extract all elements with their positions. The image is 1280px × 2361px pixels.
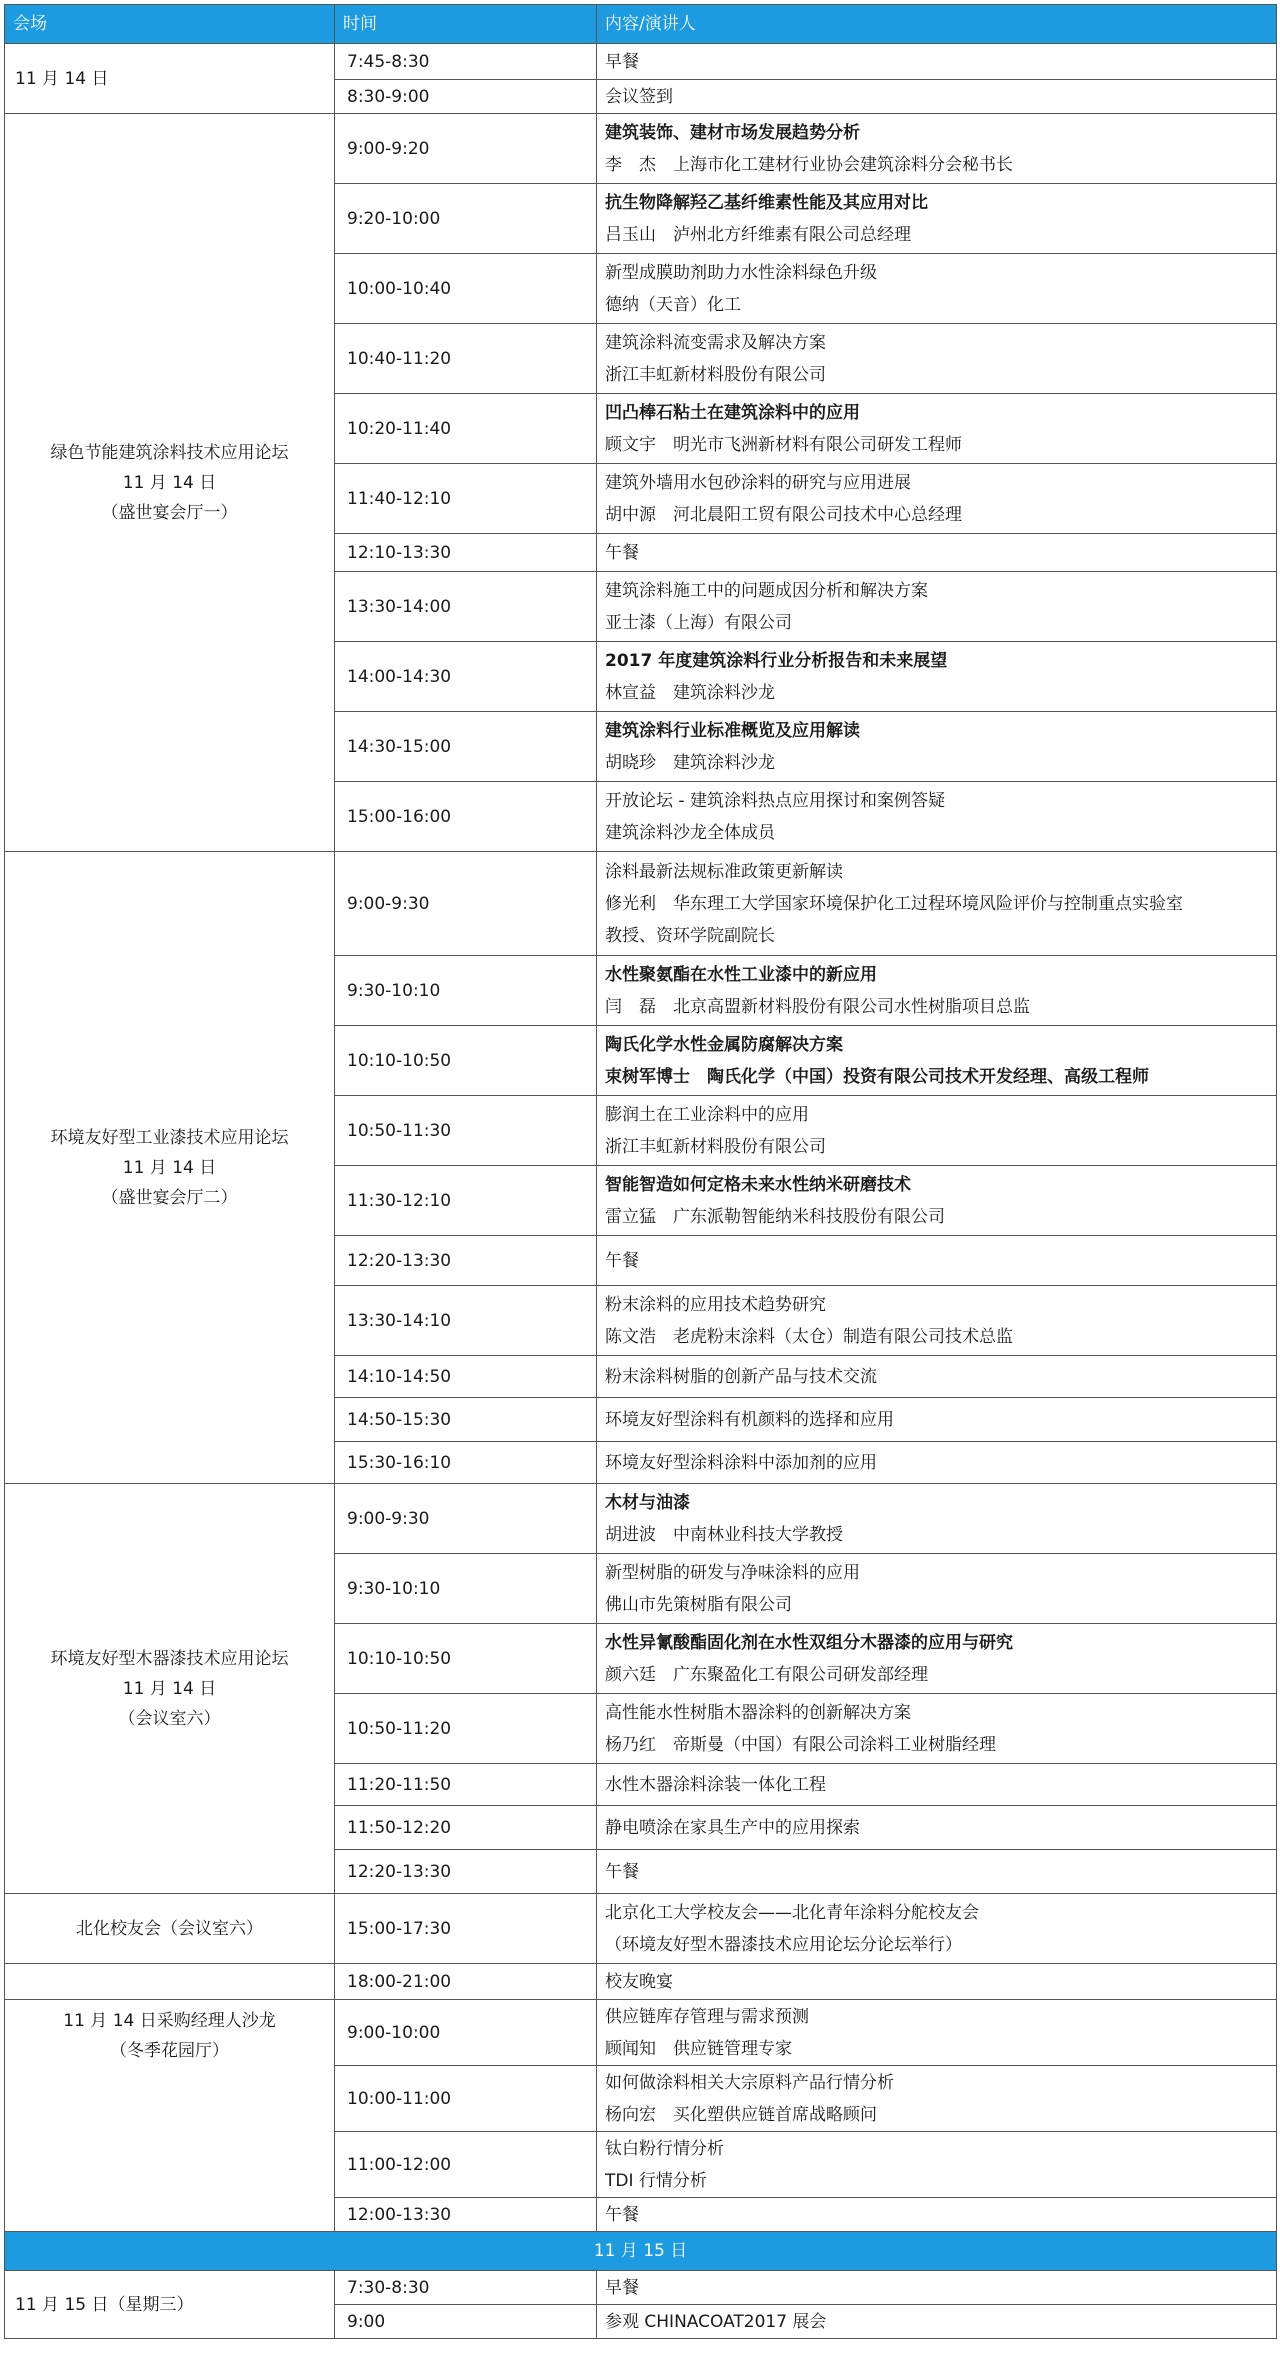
session-title: 陶氏化学水性金属防腐解决方案 bbox=[605, 1034, 843, 1055]
time-cell: 9:00-9:30 bbox=[335, 1484, 597, 1554]
time-cell: 9:00-10:00 bbox=[335, 2000, 597, 2066]
session-title: 午餐 bbox=[605, 1250, 639, 1271]
time-cell: 11:40-12:10 bbox=[335, 464, 597, 534]
speaker: 闫 磊 北京高盟新材料股份有限公司水性树脂项目总监 bbox=[605, 996, 1030, 1017]
content-cell bbox=[597, 572, 1277, 642]
content-cell bbox=[597, 1694, 1277, 1764]
venue-cell: 北化校友会（会议室六） bbox=[5, 1894, 335, 1964]
content-cell bbox=[597, 1398, 1277, 1442]
venue-header: 会场 bbox=[5, 5, 335, 44]
speaker: 杨向宏 买化塑供应链首席战略顾问 bbox=[605, 2104, 877, 2125]
speaker: 胡中源 河北晨阳工贸有限公司技术中心总经理 bbox=[605, 504, 962, 525]
time-cell: 11:20-11:50 bbox=[335, 1764, 597, 1806]
session-title: 钛白粉行情分析 bbox=[605, 2138, 724, 2159]
speaker: 顾闻知 供应链管理专家 bbox=[605, 2038, 792, 2059]
content-cell bbox=[597, 1554, 1277, 1624]
content-cell bbox=[597, 2132, 1277, 2198]
session-note: （环境友好型木器漆技术应用论坛分论坛举行） bbox=[605, 1934, 962, 1955]
content-cell bbox=[597, 956, 1277, 1026]
time-cell: 10:40-11:20 bbox=[335, 324, 597, 394]
time-cell: 9:00-9:30 bbox=[335, 852, 597, 956]
time-cell: 10:10-10:50 bbox=[335, 1624, 597, 1694]
session-title: TDI 行情分析 bbox=[605, 2170, 707, 2191]
session-title: 2017 年度建筑涂料行业分析报告和未来展望 bbox=[605, 650, 948, 671]
content-cell bbox=[597, 1764, 1277, 1806]
time-cell: 8:30-9:00 bbox=[335, 80, 597, 114]
time-cell: 9:30-10:10 bbox=[335, 956, 597, 1026]
speaker: 亚士漆（上海）有限公司 bbox=[605, 612, 792, 633]
time-cell: 10:50-11:20 bbox=[335, 1694, 597, 1764]
time-cell: 13:30-14:10 bbox=[335, 1286, 597, 1356]
venue-cell bbox=[5, 1964, 335, 2000]
table-row bbox=[5, 44, 1277, 80]
time-cell: 11:30-12:10 bbox=[335, 1166, 597, 1236]
session-title: 建筑涂料行业标准概览及应用解读 bbox=[605, 720, 860, 741]
venue-room: （盛世宴会厅一） bbox=[101, 502, 238, 523]
speaker: 束树军博士 陶氏化学（中国）投资有限公司技术开发经理、高级工程师 bbox=[605, 1066, 1149, 1087]
content-cell bbox=[597, 1096, 1277, 1166]
session-title: 水性聚氨酯在水性工业漆中的新应用 bbox=[605, 964, 877, 985]
session-title: 粉末涂料树脂的创新产品与技术交流 bbox=[605, 1366, 877, 1387]
content-cell bbox=[597, 1964, 1277, 2000]
time-cell: 7:30-8:30 bbox=[335, 2271, 597, 2305]
venue-date: 11 月 14 日 bbox=[122, 1157, 217, 1178]
speaker: 佛山市先策树脂有限公司 bbox=[605, 1594, 792, 1615]
session-title: 涂料最新法规标准政策更新解读 bbox=[605, 861, 843, 882]
content-cell bbox=[597, 1356, 1277, 1398]
time-cell: 9:00 bbox=[335, 2305, 597, 2339]
speaker: 修光利 华东理工大学国家环境保护化工过程环境风险评价与控制重点实验室 bbox=[605, 893, 1183, 914]
time-cell: 13:30-14:00 bbox=[335, 572, 597, 642]
session-title: 会议签到 bbox=[605, 86, 673, 107]
session-title: 建筑装饰、建材市场发展趋势分析 bbox=[605, 122, 860, 143]
time-cell: 14:50-15:30 bbox=[335, 1398, 597, 1442]
venue-name: 环境友好型工业漆技术应用论坛 bbox=[50, 1127, 289, 1148]
time-cell: 9:20-10:00 bbox=[335, 184, 597, 254]
speaker: 雷立猛 广东派勒智能纳米科技股份有限公司 bbox=[605, 1206, 945, 1227]
time-header: 时间 bbox=[335, 5, 597, 44]
content-cell bbox=[597, 1850, 1277, 1894]
session-title: 智能智造如何定格未来水性纳米研磨技术 bbox=[605, 1174, 911, 1195]
session-title: 膨润土在工业涂料中的应用 bbox=[605, 1104, 809, 1125]
speaker: 李 杰 上海市化工建材行业协会建筑涂料分会秘书长 bbox=[605, 154, 1013, 175]
content-cell bbox=[597, 534, 1277, 572]
speaker: 林宣益 建筑涂料沙龙 bbox=[605, 682, 775, 703]
session-title: 早餐 bbox=[605, 2277, 639, 2298]
speaker: 德纳（天音）化工 bbox=[605, 294, 741, 315]
session-title: 水性木器涂料涂装一体化工程 bbox=[605, 1774, 826, 1795]
header-row bbox=[5, 5, 1277, 44]
session-title: 粉末涂料的应用技术趋势研究 bbox=[605, 1294, 826, 1315]
content-cell bbox=[597, 2305, 1277, 2339]
table-row bbox=[5, 2000, 1277, 2066]
content-cell bbox=[597, 1894, 1277, 1964]
venue-cell: 11 月 14 日 bbox=[5, 44, 335, 114]
speaker: 浙江丰虹新材料股份有限公司 bbox=[605, 1136, 826, 1157]
content-cell bbox=[597, 2066, 1277, 2132]
venue-room: （冬季花园厅） bbox=[110, 2041, 229, 2061]
time-cell: 12:20-13:30 bbox=[335, 1850, 597, 1894]
time-cell: 9:30-10:10 bbox=[335, 1554, 597, 1624]
session-title: 建筑涂料施工中的问题成因分析和解决方案 bbox=[605, 580, 928, 601]
time-cell: 9:00-9:20 bbox=[335, 114, 597, 184]
session-title: 北京化工大学校友会——北化青年涂料分舵校友会 bbox=[605, 1902, 979, 1923]
content-cell bbox=[597, 642, 1277, 712]
content-cell bbox=[597, 712, 1277, 782]
content-cell bbox=[597, 324, 1277, 394]
speaker: 陈文浩 老虎粉末涂料（太仓）制造有限公司技术总监 bbox=[605, 1326, 1013, 1347]
speaker: 吕玉山 泸州北方纤维素有限公司总经理 bbox=[605, 224, 911, 245]
content-cell bbox=[597, 80, 1277, 114]
time-cell: 11:50-12:20 bbox=[335, 1806, 597, 1850]
venue-cell: 11 月 15 日（星期三） bbox=[5, 2271, 335, 2339]
venue-name: 11 月 14 日采购经理人沙龙 bbox=[63, 2011, 276, 2031]
content-cell bbox=[597, 1166, 1277, 1236]
session-title: 抗生物降解羟乙基纤维素性能及其应用对比 bbox=[605, 192, 928, 213]
venue-name: 绿色节能建筑涂料技术应用论坛 bbox=[50, 442, 289, 463]
content-cell bbox=[597, 394, 1277, 464]
content-cell bbox=[597, 2000, 1277, 2066]
content-cell bbox=[597, 852, 1277, 956]
day-header-row bbox=[5, 2232, 1277, 2271]
speaker: 胡进波 中南林业科技大学教授 bbox=[605, 1524, 843, 1545]
time-cell: 7:45-8:30 bbox=[335, 44, 597, 80]
content-cell bbox=[597, 2198, 1277, 2232]
schedule-table bbox=[4, 4, 1276, 2339]
content-cell bbox=[597, 114, 1277, 184]
table-row bbox=[5, 1964, 1277, 2000]
session-title: 建筑外墙用水包砂涂料的研究与应用进展 bbox=[605, 472, 911, 493]
session-title: 环境友好型涂料有机颜料的选择和应用 bbox=[605, 1409, 894, 1430]
time-cell: 18:00-21:00 bbox=[335, 1964, 597, 2000]
session-title: 建筑涂料流变需求及解决方案 bbox=[605, 332, 826, 353]
session-title: 新型成膜助剂助力水性涂料绿色升级 bbox=[605, 262, 877, 283]
content-cell bbox=[597, 1236, 1277, 1286]
session-title: 水性异氰酸酯固化剂在水性双组分木器漆的应用与研究 bbox=[605, 1632, 1013, 1653]
venue-name: 环境友好型木器漆技术应用论坛 bbox=[50, 1648, 289, 1669]
time-cell: 10:10-10:50 bbox=[335, 1026, 597, 1096]
table-row bbox=[5, 2271, 1277, 2305]
time-cell: 10:50-11:30 bbox=[335, 1096, 597, 1166]
session-title: 供应链库存管理与需求预测 bbox=[605, 2006, 809, 2027]
content-cell bbox=[597, 1026, 1277, 1096]
content-cell bbox=[597, 1624, 1277, 1694]
session-title: 高性能水性树脂木器涂料的创新解决方案 bbox=[605, 1702, 911, 1723]
session-title: 静电喷涂在家具生产中的应用探索 bbox=[605, 1817, 860, 1838]
content-cell bbox=[597, 1484, 1277, 1554]
session-title: 午餐 bbox=[605, 542, 639, 563]
session-title: 参观 CHINACOAT2017 展会 bbox=[605, 2311, 827, 2332]
venue-room: （盛世宴会厅二） bbox=[101, 1187, 238, 1208]
session-title: 校友晚宴 bbox=[605, 1971, 673, 1992]
session-title: 木材与油漆 bbox=[605, 1492, 690, 1513]
speaker: 建筑涂料沙龙全体成员 bbox=[605, 822, 775, 843]
time-cell: 14:10-14:50 bbox=[335, 1356, 597, 1398]
session-title: 环境友好型涂料涂料中添加剂的应用 bbox=[605, 1452, 877, 1473]
venue-date: 11 月 14 日 bbox=[122, 472, 217, 493]
content-cell bbox=[597, 464, 1277, 534]
speaker: 胡晓珍 建筑涂料沙龙 bbox=[605, 752, 775, 773]
session-title: 如何做涂料相关大宗原料产品行情分析 bbox=[605, 2072, 894, 2093]
session-title: 午餐 bbox=[605, 2204, 639, 2225]
content-cell bbox=[597, 44, 1277, 80]
table-row bbox=[5, 1894, 1277, 1964]
time-cell: 10:00-10:40 bbox=[335, 254, 597, 324]
session-title: 开放论坛 - 建筑涂料热点应用探讨和案例答疑 bbox=[605, 790, 945, 811]
time-cell: 15:30-16:10 bbox=[335, 1442, 597, 1484]
content-cell bbox=[597, 1286, 1277, 1356]
speaker: 顾文宇 明光市飞洲新材料有限公司研发工程师 bbox=[605, 434, 962, 455]
venue-cell bbox=[5, 852, 335, 1484]
time-cell: 14:00-14:30 bbox=[335, 642, 597, 712]
time-cell: 12:20-13:30 bbox=[335, 1236, 597, 1286]
time-cell: 14:30-15:00 bbox=[335, 712, 597, 782]
venue-cell bbox=[5, 2000, 335, 2232]
time-cell: 12:10-13:30 bbox=[335, 534, 597, 572]
day-title: 11 月 15 日 bbox=[5, 2232, 1277, 2271]
table-row bbox=[5, 852, 1277, 956]
time-cell: 15:00-16:00 bbox=[335, 782, 597, 852]
content-cell bbox=[597, 2271, 1277, 2305]
venue-room: （会议室六） bbox=[118, 1708, 221, 1729]
speaker: 杨乃红 帝斯曼（中国）有限公司涂料工业树脂经理 bbox=[605, 1734, 996, 1755]
time-cell: 10:20-11:40 bbox=[335, 394, 597, 464]
content-cell bbox=[597, 782, 1277, 852]
time-cell: 10:00-11:00 bbox=[335, 2066, 597, 2132]
content-cell bbox=[597, 1442, 1277, 1484]
content-cell bbox=[597, 254, 1277, 324]
speaker-title: 教授、资环学院副院长 bbox=[605, 925, 775, 946]
time-cell: 11:00-12:00 bbox=[335, 2132, 597, 2198]
session-title: 早餐 bbox=[605, 51, 639, 72]
speaker: 颜六廷 广东聚盈化工有限公司研发部经理 bbox=[605, 1664, 928, 1685]
content-cell bbox=[597, 1806, 1277, 1850]
content-cell bbox=[597, 184, 1277, 254]
venue-cell bbox=[5, 114, 335, 852]
session-title: 午餐 bbox=[605, 1861, 639, 1882]
content-header: 内容/演讲人 bbox=[597, 5, 1277, 44]
venue-date: 11 月 14 日 bbox=[122, 1678, 217, 1699]
session-title: 新型树脂的研发与净味涂料的应用 bbox=[605, 1562, 860, 1583]
venue-cell bbox=[5, 1484, 335, 1894]
session-title: 凹凸棒石粘土在建筑涂料中的应用 bbox=[605, 402, 860, 423]
time-cell: 12:00-13:30 bbox=[335, 2198, 597, 2232]
table-row bbox=[5, 1484, 1277, 1554]
table-row bbox=[5, 114, 1277, 184]
speaker: 浙江丰虹新材料股份有限公司 bbox=[605, 364, 826, 385]
time-cell: 15:00-17:30 bbox=[335, 1894, 597, 1964]
